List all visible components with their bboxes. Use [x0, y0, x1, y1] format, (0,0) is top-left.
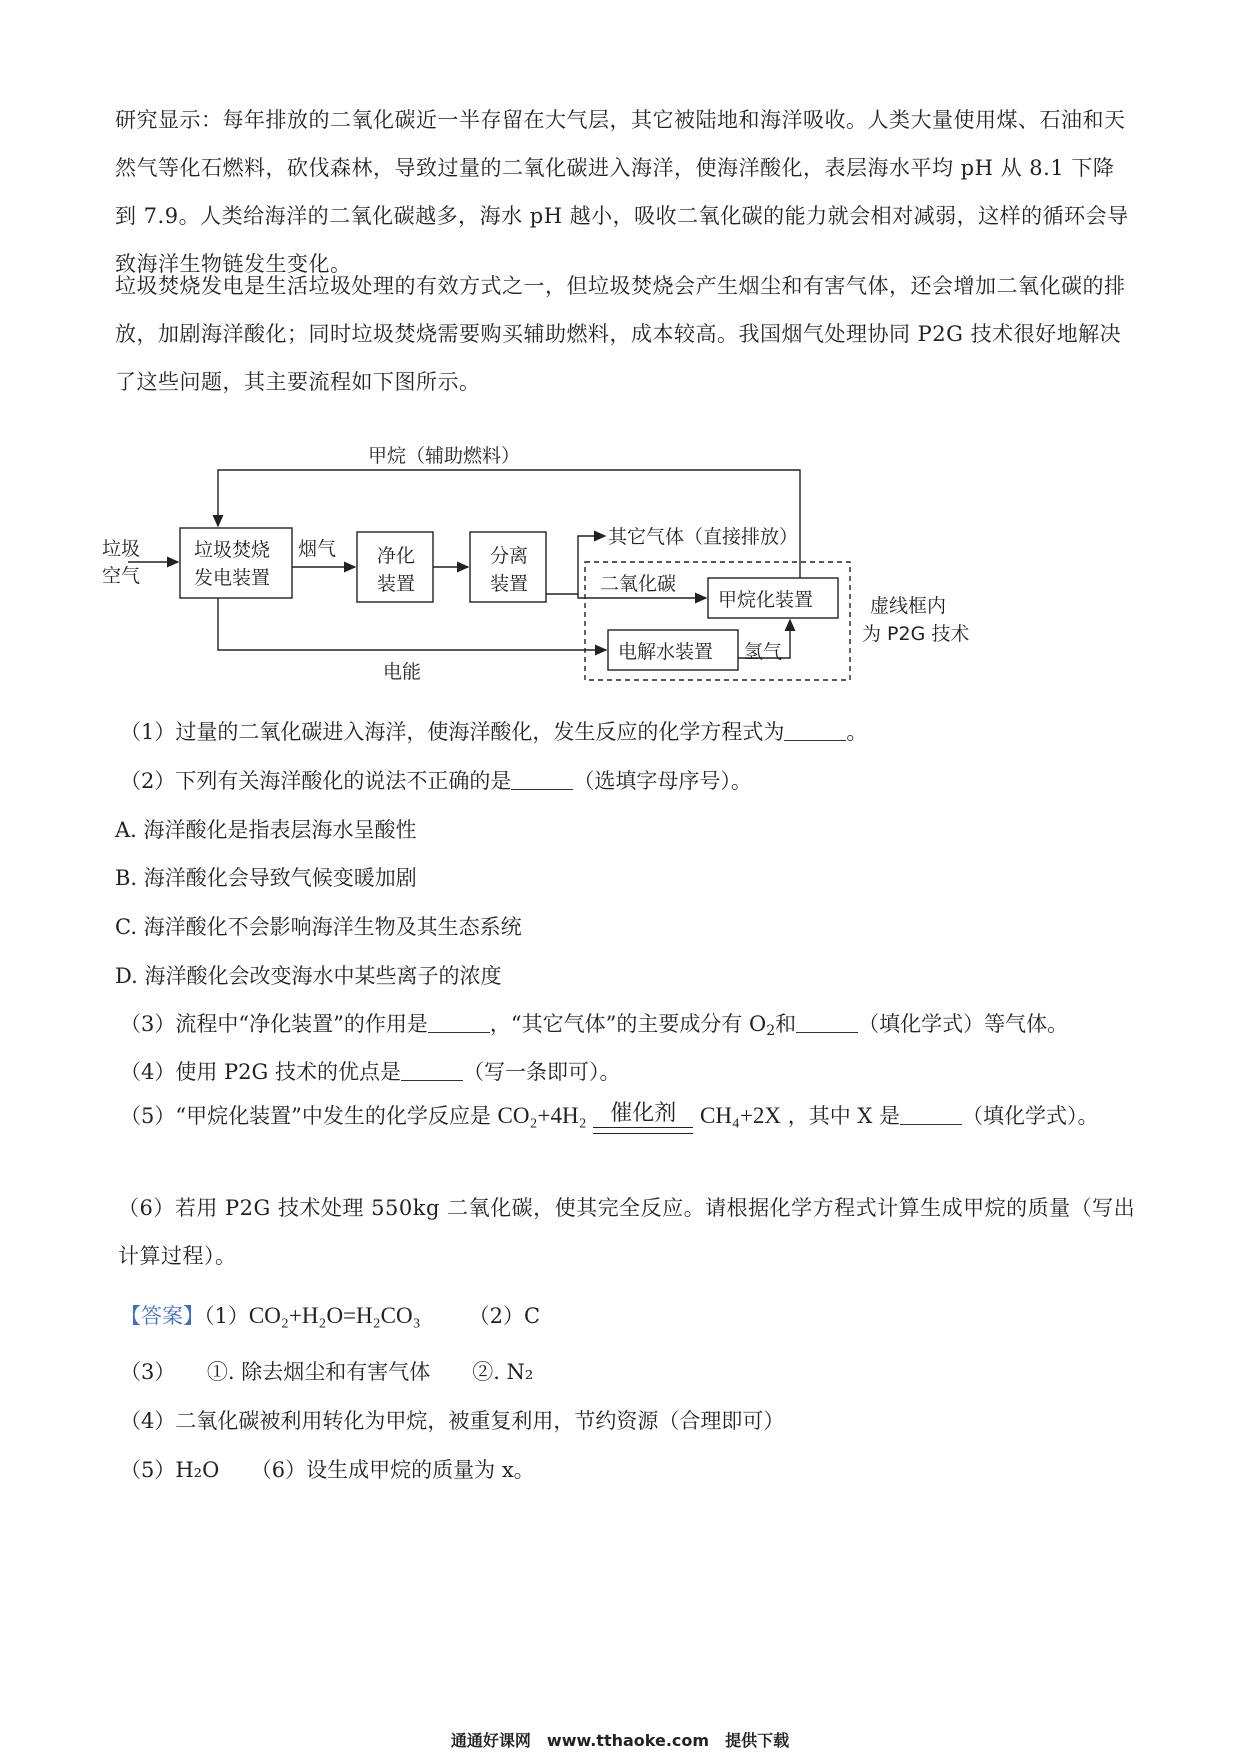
label-purify-1: 净化 [377, 545, 416, 567]
answer-line-4: （4）二氧化碳被利用转化为甲烷，被重复利用，节约资源（合理即可） [120, 1409, 785, 1433]
label-methane-fuel: 甲烷（辅助燃料） [368, 445, 521, 467]
answer-line-5: （5）H₂O （6）设生成甲烷的质量为 x。 [120, 1458, 535, 1482]
label-methanation: 甲烷化装置 [718, 589, 814, 611]
label-power: 电能 [383, 661, 422, 683]
answer-blank [796, 1014, 858, 1033]
label-sep-1: 分离 [490, 545, 529, 567]
label-co2: 二氧化碳 [600, 573, 677, 595]
reaction-reactants: CO₂+4H₂ [497, 1103, 587, 1128]
question-4: （4）使用 P2G 技术的优点是 （写一条即可）。 [120, 1060, 621, 1084]
label-air: 空气 [102, 565, 141, 587]
option-a: A. 海洋酸化是指表层海水呈酸性 [115, 818, 417, 842]
p2g-flow-diagram [100, 440, 1000, 690]
label-burn-2: 发电装置 [194, 567, 271, 589]
answer-line-1: 【答案】（1）CO₂+H₂O=H₂CO₃ （2）C [120, 1303, 541, 1328]
question-3: （3）流程中“净化装置”的作用是 ，“其它气体”的主要成分有 $O_2$和 （填化学式）等气体。 [120, 1012, 1069, 1039]
label-note-2: 为 P2G 技术 [862, 623, 970, 645]
answer-blank [511, 771, 573, 790]
answer-blank [401, 1062, 463, 1081]
answer-blank [900, 1106, 962, 1125]
label-smoke: 烟气 [298, 538, 337, 560]
label-electrolysis: 电解水装置 [618, 641, 714, 663]
label-purify-2: 装置 [377, 573, 416, 595]
option-c: C. 海洋酸化不会影响海洋生物及其生态系统 [115, 915, 522, 939]
option-d: D. 海洋酸化会改变海水中某些离子的浓度 [115, 964, 502, 988]
catalyst-label: 催化剂 [610, 1100, 677, 1126]
label-other-gas: 其它气体（直接排放） [608, 526, 799, 548]
answer-tag: 【答案】 [120, 1304, 204, 1328]
question-2: （2）下列有关海洋酸化的说法不正确的是 （选填字母序号）。 [120, 769, 752, 793]
answer-line-3: （3） ①. 除去烟尘和有害气体 ②. N₂ [120, 1360, 534, 1384]
intro-paragraph-2: 垃圾焚烧发电是生活垃圾处理的有效方式之一，但垃圾焚烧会产生烟尘和有害气体，还会增加二氧化碳的排放，加剧海洋酸化；同时垃圾焚烧需要购买辅助燃料，成本较高。我国烟气处理协同 P2G 技术很好地解决了这些问题，其主要流程如下图所示。 [115, 274, 1126, 394]
answer-blank [428, 1014, 490, 1033]
question-5: （5）“甲烷化装置”中发生的化学反应是 CO₂+4H₂ 催化剂 CH₄+2X ，其中 X 是 （填化学式）。 [120, 1100, 1099, 1134]
label-sep-2: 装置 [490, 573, 529, 595]
label-burn-1: 垃圾焚烧 [194, 539, 271, 561]
catalyst-equals [593, 1102, 693, 1134]
page-footer: 通通好课网 www.tthaoke.com 提供下载 [450, 1731, 790, 1750]
intro-paragraph-1: 研究显示：每年排放的二氧化碳近一半存留在大气层，其它被陆地和海洋吸收。人类大量使用煤、石油和天然气等化石燃料，砍伐森林，导致过量的二氧化碳进入海洋，使海洋酸化，表层海水平均 pH 从 8.1 下降到 7.9。人类给海洋的二氧化碳越多，海水 pH 越小，吸收二氧化碳的能力就会相对减弱，这样的循环会导致海洋生物链发生变化。 [115, 108, 1129, 276]
question-6: （6）若用 P2G 技术处理 550kg 二氧化碳，使其完全反应。请根据化学方程式计算生成甲烷的质量（写出计算过程）。 [118, 1196, 1136, 1268]
answer-blank [784, 722, 846, 741]
reaction-products: CH₄+2X [699, 1103, 782, 1128]
question-1: （1）过量的二氧化碳进入海洋，使海洋酸化，发生反应的化学方程式为 。 [120, 720, 868, 744]
option-b: B. 海洋酸化会导致气候变暖加剧 [115, 866, 417, 890]
label-garbage: 垃圾 [102, 538, 141, 560]
label-hydrogen: 氢气 [744, 641, 783, 663]
label-note-1: 虚线框内 [870, 595, 947, 617]
